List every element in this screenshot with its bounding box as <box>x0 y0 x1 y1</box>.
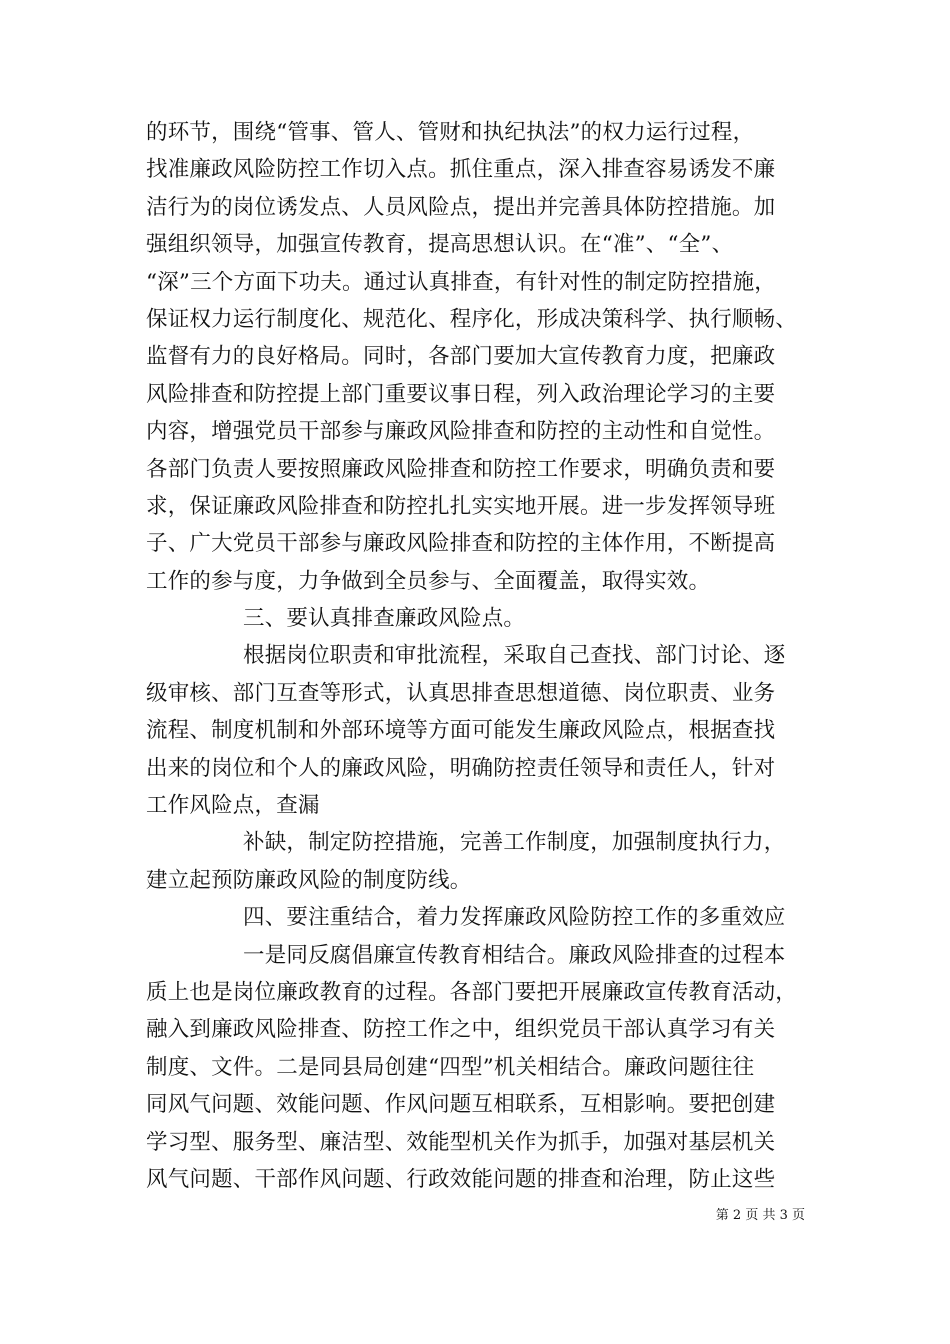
text-line: 工作风险点，查漏 <box>146 793 320 819</box>
text-line: 保证权力运行制度化、规范化、程序化，形成决策科学、执行顺畅、 <box>146 306 798 332</box>
text-line: 风险排查和防控提上部门重要议事日程，列入政治理论学习的主要 <box>146 381 776 407</box>
text-line: 制度、文件。二是同县局创建“四型”机关相结合。廉政问题往往 <box>146 1054 755 1080</box>
text-line: 各部门负责人要按照廉政风险排查和防控工作要求，明确负责和要 <box>146 456 776 482</box>
text-line: 级审核、部门互查等形式，认真思排查思想道德、岗位职责、业务 <box>146 680 776 706</box>
text-line: 找准廉政风险防控工作切入点。抓住重点，深入排查容易诱发不廉 <box>146 157 776 183</box>
section-heading-4: 四、要注重结合，着力发挥廉政风险防控工作的多重效应 <box>243 905 786 931</box>
text-line: 根据岗位职责和审批流程，采取自己查找、部门讨论、逐 <box>243 643 786 669</box>
text-line: 同风气问题、效能问题、作风问题互相联系，互相影响。要把创建 <box>146 1092 776 1118</box>
text-line: 补缺，制定防控措施，完善工作制度，加强制度执行力， <box>243 830 786 856</box>
text-line: 子、广大党员干部参与廉政风险排查和防控的主体作用，不断提高 <box>146 531 776 557</box>
text-line: 一是同反腐倡廉宣传教育相结合。廉政风险排查的过程本 <box>243 942 786 968</box>
text-line: 内容，增强党员干部参与廉政风险排查和防控的主动性和自觉性。 <box>146 419 776 445</box>
text-line: 工作的参与度，力争做到全员参与、全面覆盖，取得实效。 <box>146 568 711 594</box>
text-line: 质上也是岗位廉政教育的过程。各部门要把开展廉政宣传教育活动， <box>146 979 798 1005</box>
text-line: 求，保证廉政风险排查和防控扎扎实实地开展。进一步发挥领导班 <box>146 493 776 519</box>
text-line: 学习型、服务型、廉洁型、效能型机关作为抓手，加强对基层机关 <box>146 1129 776 1155</box>
body-text <box>146 114 814 1198</box>
text-line: 流程、制度机制和外部环境等方面可能发生廉政风险点，根据查找 <box>146 718 776 744</box>
text-line: 出来的岗位和个人的廉政风险，明确防控责任领导和责任人，针对 <box>146 755 776 781</box>
text-line: 强组织领导，加强宣传教育，提高思想认识。在“准”、“全”、 <box>146 232 734 258</box>
text-line: 建立起预防廉政风险的制度防线。 <box>146 867 472 893</box>
text-line: 融入到廉政风险排查、防控工作之中，组织党员干部认真学习有关 <box>146 1017 776 1043</box>
section-heading-3: 三、要认真排查廉政风险点。 <box>243 606 526 632</box>
page-number: 第 2 页 共 3 页 <box>715 1208 805 1223</box>
text-line: “深”三个方面下功夫。通过认真排查，有针对性的制定防控措施， <box>146 269 776 295</box>
text-line: 风气问题、干部作风问题、行政效能问题的排查和治理，防止这些 <box>146 1166 776 1192</box>
text-line: 洁行为的岗位诱发点、人员风险点，提出并完善具体防控措施。加 <box>146 194 776 220</box>
text-line: 监督有力的良好格局。同时，各部门要加大宣传教育力度，把廉政 <box>146 344 776 370</box>
text-line: 的环节，围绕“管事、管人、管财和执纪执法”的权力运行过程， <box>146 120 755 145</box>
